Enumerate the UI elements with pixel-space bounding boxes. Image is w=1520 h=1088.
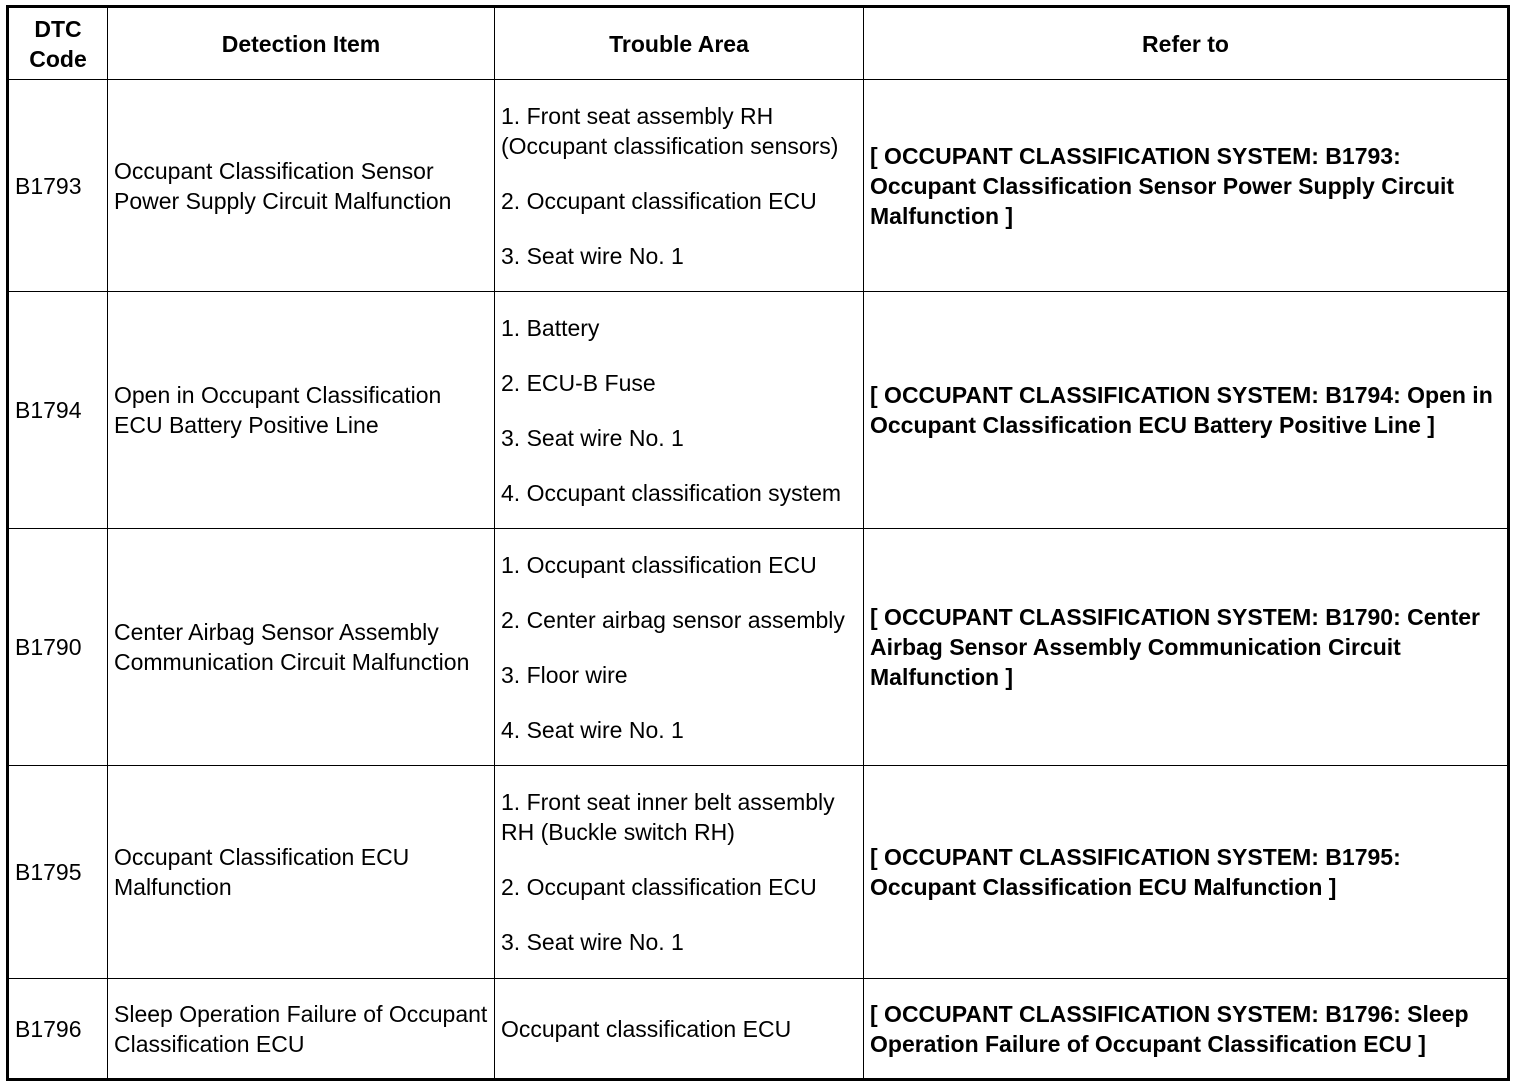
trouble-area-cell [495,80,864,292]
trouble-area-cell [495,292,864,529]
trouble-area-item: Occupant classification ECU [501,1015,792,1042]
refer-to-link[interactable]: [ OCCUPANT CLASSIFICATION SYSTEM: B1795: Occupant Classification ECU Malfunction ] [864,766,1509,979]
trouble-area-item: 3. Seat wire No. 1 [501,424,684,451]
dtc-code-cell: B1796 [8,979,108,1080]
trouble-area-cell [495,979,864,1080]
dtc-code-cell: B1794 [8,292,108,529]
dtc-code-cell: B1793 [8,80,108,292]
detection-item-cell: Open in Occupant Classification ECU Battery Positive Line [108,292,495,529]
trouble-area-item: 2. Center airbag sensor assembly [501,606,845,633]
dtc-code-cell: B1795 [8,766,108,979]
header-dtc-code: DTC Code [8,7,108,80]
table-row [8,979,1509,1080]
trouble-area-item: 3. Floor wire [501,661,628,688]
trouble-area-cell [495,529,864,766]
trouble-area-item: 1. Front seat assembly RH (Occupant classification sensors) [501,102,839,159]
dtc-table [6,5,1510,1081]
header-row [8,7,1509,80]
trouble-area-item: 2. Occupant classification ECU [501,874,817,900]
trouble-area-item: 1. Front seat inner belt assembly RH (Buckle switch RH) [501,789,835,845]
detection-item-cell: Occupant Classification Sensor Power Supply Circuit Malfunction [108,80,495,292]
table-row [8,292,1509,529]
trouble-area-item: 3. Seat wire No. 1 [501,929,684,955]
table-row [8,80,1509,292]
trouble-area-item: 1. Occupant classification ECU [501,551,817,578]
detection-item-cell: Occupant Classification ECU Malfunction [108,766,495,979]
detection-item-cell: Sleep Operation Failure of Occupant Classification ECU [108,979,495,1080]
trouble-area-item: 1. Battery [501,314,600,341]
header-refer-to: Refer to [864,7,1509,80]
trouble-area-item: 2. ECU-B Fuse [501,369,656,396]
table-row [8,766,1509,979]
header-detection-item: Detection Item [108,7,495,80]
refer-to-link[interactable]: [ OCCUPANT CLASSIFICATION SYSTEM: B1790: Center Airbag Sensor Assembly Communication Circuit Malfunction ] [864,529,1509,766]
table-row [8,529,1509,766]
trouble-area-item: 3. Seat wire No. 1 [501,242,684,269]
refer-to-link[interactable]: [ OCCUPANT CLASSIFICATION SYSTEM: B1793: Occupant Classification Sensor Power Supply Circuit Malfunction ] [864,80,1509,292]
refer-to-link[interactable]: [ OCCUPANT CLASSIFICATION SYSTEM: B1794: Open in Occupant Classification ECU Battery Positive Line ] [864,292,1509,529]
trouble-area-item: 4. Occupant classification system [501,479,842,506]
dtc-code-cell: B1790 [8,529,108,766]
trouble-area-item: 2. Occupant classification ECU [501,187,817,214]
trouble-area-item: 4. Seat wire No. 1 [501,716,684,743]
detection-item-cell: Center Airbag Sensor Assembly Communication Circuit Malfunction [108,529,495,766]
header-trouble-area: Trouble Area [495,7,864,80]
refer-to-link[interactable]: [ OCCUPANT CLASSIFICATION SYSTEM: B1796: Sleep Operation Failure of Occupant Classification ECU ] [864,979,1509,1080]
trouble-area-cell [495,766,864,979]
